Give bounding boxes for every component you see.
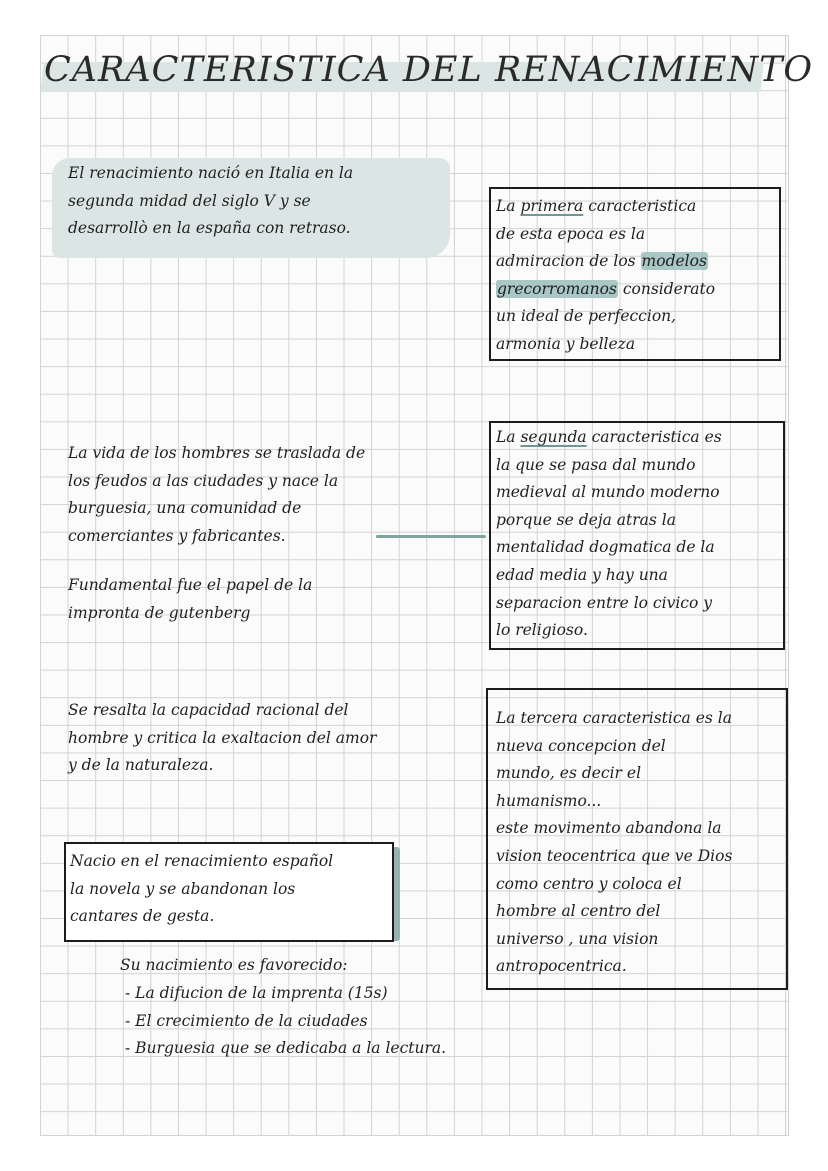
box2-text: La — [496, 428, 521, 446]
highlighted-term: modelos — [641, 252, 707, 271]
box3-line: mundo, es decir el — [496, 764, 642, 783]
novela-text — [70, 848, 400, 931]
burguesia-line: La vida de los hombres se traslada de — [68, 444, 366, 462]
third-characteristic-text — [496, 705, 782, 981]
box1-line: armonia y belleza — [496, 334, 636, 353]
burguesia-line: burguesia, una comunidad de — [68, 499, 302, 518]
page-title: CARACTERISTICA DEL RENACIMIENTO — [44, 50, 814, 90]
box1-text: considerato — [617, 279, 716, 298]
box3-line: antropocentrica. — [496, 957, 627, 976]
connector-line — [376, 535, 486, 538]
box3-line: este movimento abandona la — [496, 819, 722, 838]
burguesia-line: los feudos a las ciudades y nace la — [68, 471, 339, 490]
box1-line: un ideal de perfeccion, — [496, 307, 677, 326]
highlighted-term: grecorromanos — [497, 279, 617, 298]
box2-line: lo religioso. — [496, 621, 588, 640]
underlined-word: primera — [520, 197, 584, 215]
imprenta-line: Fundamental fue el papel de la — [68, 576, 313, 594]
racional-line: Se resalta la capacidad racional del — [68, 701, 349, 719]
box2-line: edad media y hay una — [496, 565, 668, 584]
box2-line: separacion entre lo civico y — [496, 593, 712, 612]
box1-line: de esta epoca es la — [496, 224, 646, 243]
intro-line: desarrollò en la españa con retraso. — [68, 219, 351, 238]
favorecido-heading: Su nacimiento es favorecido: — [120, 956, 348, 974]
box1-text: admiracion de los — [496, 252, 641, 271]
imprenta-note — [68, 572, 448, 627]
box2-line: mentalidad dogmatica de la — [496, 538, 715, 557]
first-characteristic-text — [496, 193, 776, 359]
racional-line: y de la naturaleza. — [68, 756, 214, 775]
list-item: - La difucion de la imprenta (15s) — [125, 984, 388, 1002]
box1-text: La — [496, 197, 521, 215]
imprenta-line: impronta de gutenberg — [68, 603, 251, 622]
novela-line: la novela y se abandonan los — [70, 879, 296, 898]
box2-line: medieval al mundo moderno — [496, 483, 720, 502]
novela-line: Nacio en el renacimiento español — [70, 852, 334, 870]
intro-line: El renacimiento nació en Italia en la — [68, 164, 354, 182]
list-item: - El crecimiento de la ciudades — [125, 1011, 368, 1030]
box3-line: humanismo... — [496, 791, 602, 810]
box1-text: caracteristica — [583, 197, 697, 215]
burguesia-line: comerciantes y fabricantes. — [68, 526, 286, 545]
racional-note — [68, 697, 468, 780]
box3-line: como centro y coloca el — [496, 874, 682, 893]
list-item: - Burguesia que se dedicaba a la lectura. — [125, 1039, 447, 1058]
racional-line: hombre y critica la exaltacion del amor — [68, 728, 377, 747]
box2-line: porque se deja atras la — [496, 510, 676, 529]
box3-line: universo , una vision — [496, 929, 659, 948]
second-characteristic-text — [496, 424, 780, 645]
favorecido-list — [125, 980, 545, 1063]
underlined-word: segunda — [520, 428, 587, 446]
burguesia-note — [68, 440, 448, 550]
box3-line: hombre al centro del — [496, 902, 661, 921]
intro-note — [68, 160, 448, 243]
box3-line: vision teocentrica que ve Dios — [496, 846, 733, 865]
box3-line: La tercera caracteristica es la — [496, 709, 732, 727]
intro-line: segunda midad del siglo V y se — [68, 191, 311, 210]
box2-text: caracteristica es — [586, 428, 722, 446]
box2-line: la que se pasa dal mundo — [496, 455, 696, 474]
novela-line: cantares de gesta. — [70, 907, 215, 926]
box3-line: nueva concepcion del — [496, 736, 666, 755]
